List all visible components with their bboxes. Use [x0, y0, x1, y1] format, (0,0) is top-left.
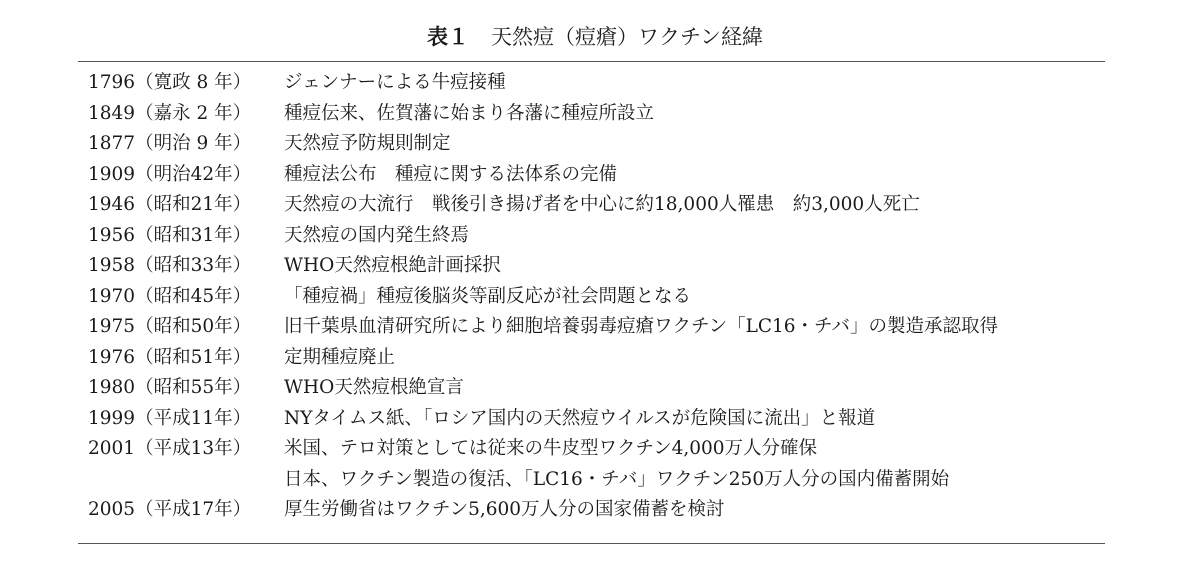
year-cell: 1980（昭和55年）	[88, 377, 252, 398]
year-cell: 1958（昭和33年）	[88, 255, 252, 276]
year-cell: 1796（寛政 8 年）	[88, 72, 252, 93]
table-row	[0, 434, 1190, 465]
table-title-text: 天然痘（痘瘡）ワクチン経緯	[491, 25, 763, 49]
table-row	[0, 99, 1190, 130]
year-cell: 1975（昭和50年）	[88, 316, 252, 337]
event-cell: 「種痘禍」種痘後脳炎等副反応が社会問題となる	[284, 285, 692, 307]
year-cell: 1956（昭和31年）	[88, 224, 252, 246]
event-cell: 旧千葉県血清研究所により細胞培養弱毒痘瘡ワクチン「LC16・チバ」の製造承認取得	[284, 316, 998, 337]
table-row	[0, 495, 1190, 526]
table-label: 表１	[427, 25, 470, 49]
year-cell: 1877（明治 9 年）	[88, 133, 252, 154]
event-cell: WHO天然痘根絶計画採択	[284, 255, 501, 276]
event-cell: 定期種痘廃止	[284, 346, 396, 368]
table-row	[0, 282, 1190, 313]
top-rule	[78, 61, 1105, 62]
table-row	[0, 129, 1190, 160]
year-cell: 1946（昭和21年）	[88, 194, 252, 215]
event-cell: ジェンナーによる牛痘接種	[284, 72, 506, 93]
year-cell: 1976（昭和51年）	[88, 346, 252, 368]
year-cell: 1849（嘉永 2 年）	[88, 102, 252, 124]
timeline-table	[0, 68, 1190, 526]
table-row	[0, 465, 1190, 496]
table-row	[0, 404, 1190, 435]
table-row	[0, 190, 1190, 221]
event-cell: 厚生労働省はワクチン5,600万人分の国家備蓄を検討	[284, 499, 725, 520]
table-row	[0, 312, 1190, 343]
table-row	[0, 221, 1190, 252]
event-cell: WHO天然痘根絶宣言	[284, 377, 464, 398]
event-cell: 天然痘の大流行 戦後引き揚げ者を中心に約18,000人罹患 約3,000人死亡	[284, 194, 920, 215]
table-row	[0, 160, 1190, 191]
event-cell: 日本、ワクチン製造の復活、「LC16・チバ」ワクチン250万人分の国内備蓄開始	[284, 468, 950, 490]
year-cell: 1999（平成11年）	[88, 407, 252, 429]
event-cell: 天然痘予防規則制定	[284, 133, 451, 154]
event-cell: NYタイムス紙、「ロシア国内の天然痘ウイルスが危険国に流出」と報道	[284, 407, 876, 429]
year-cell: 1909（明治42年）	[88, 163, 252, 185]
event-cell: 天然痘の国内発生終焉	[284, 224, 470, 246]
year-cell: 1970（昭和45年）	[88, 285, 252, 307]
event-cell: 種痘法公布 種痘に関する法体系の完備	[284, 163, 618, 185]
bottom-rule	[78, 543, 1105, 544]
table-row	[0, 251, 1190, 282]
table-title	[0, 22, 1190, 52]
event-cell: 種痘伝来、佐賀藩に始まり各藩に種痘所設立	[284, 102, 655, 124]
table-row	[0, 343, 1190, 374]
table-row	[0, 373, 1190, 404]
event-cell: 米国、テロ対策としては従来の牛皮型ワクチン4,000万人分確保	[284, 438, 818, 459]
year-cell: 2005（平成17年）	[88, 499, 252, 520]
year-cell: 2001（平成13年）	[88, 438, 252, 459]
table-row	[0, 68, 1190, 99]
